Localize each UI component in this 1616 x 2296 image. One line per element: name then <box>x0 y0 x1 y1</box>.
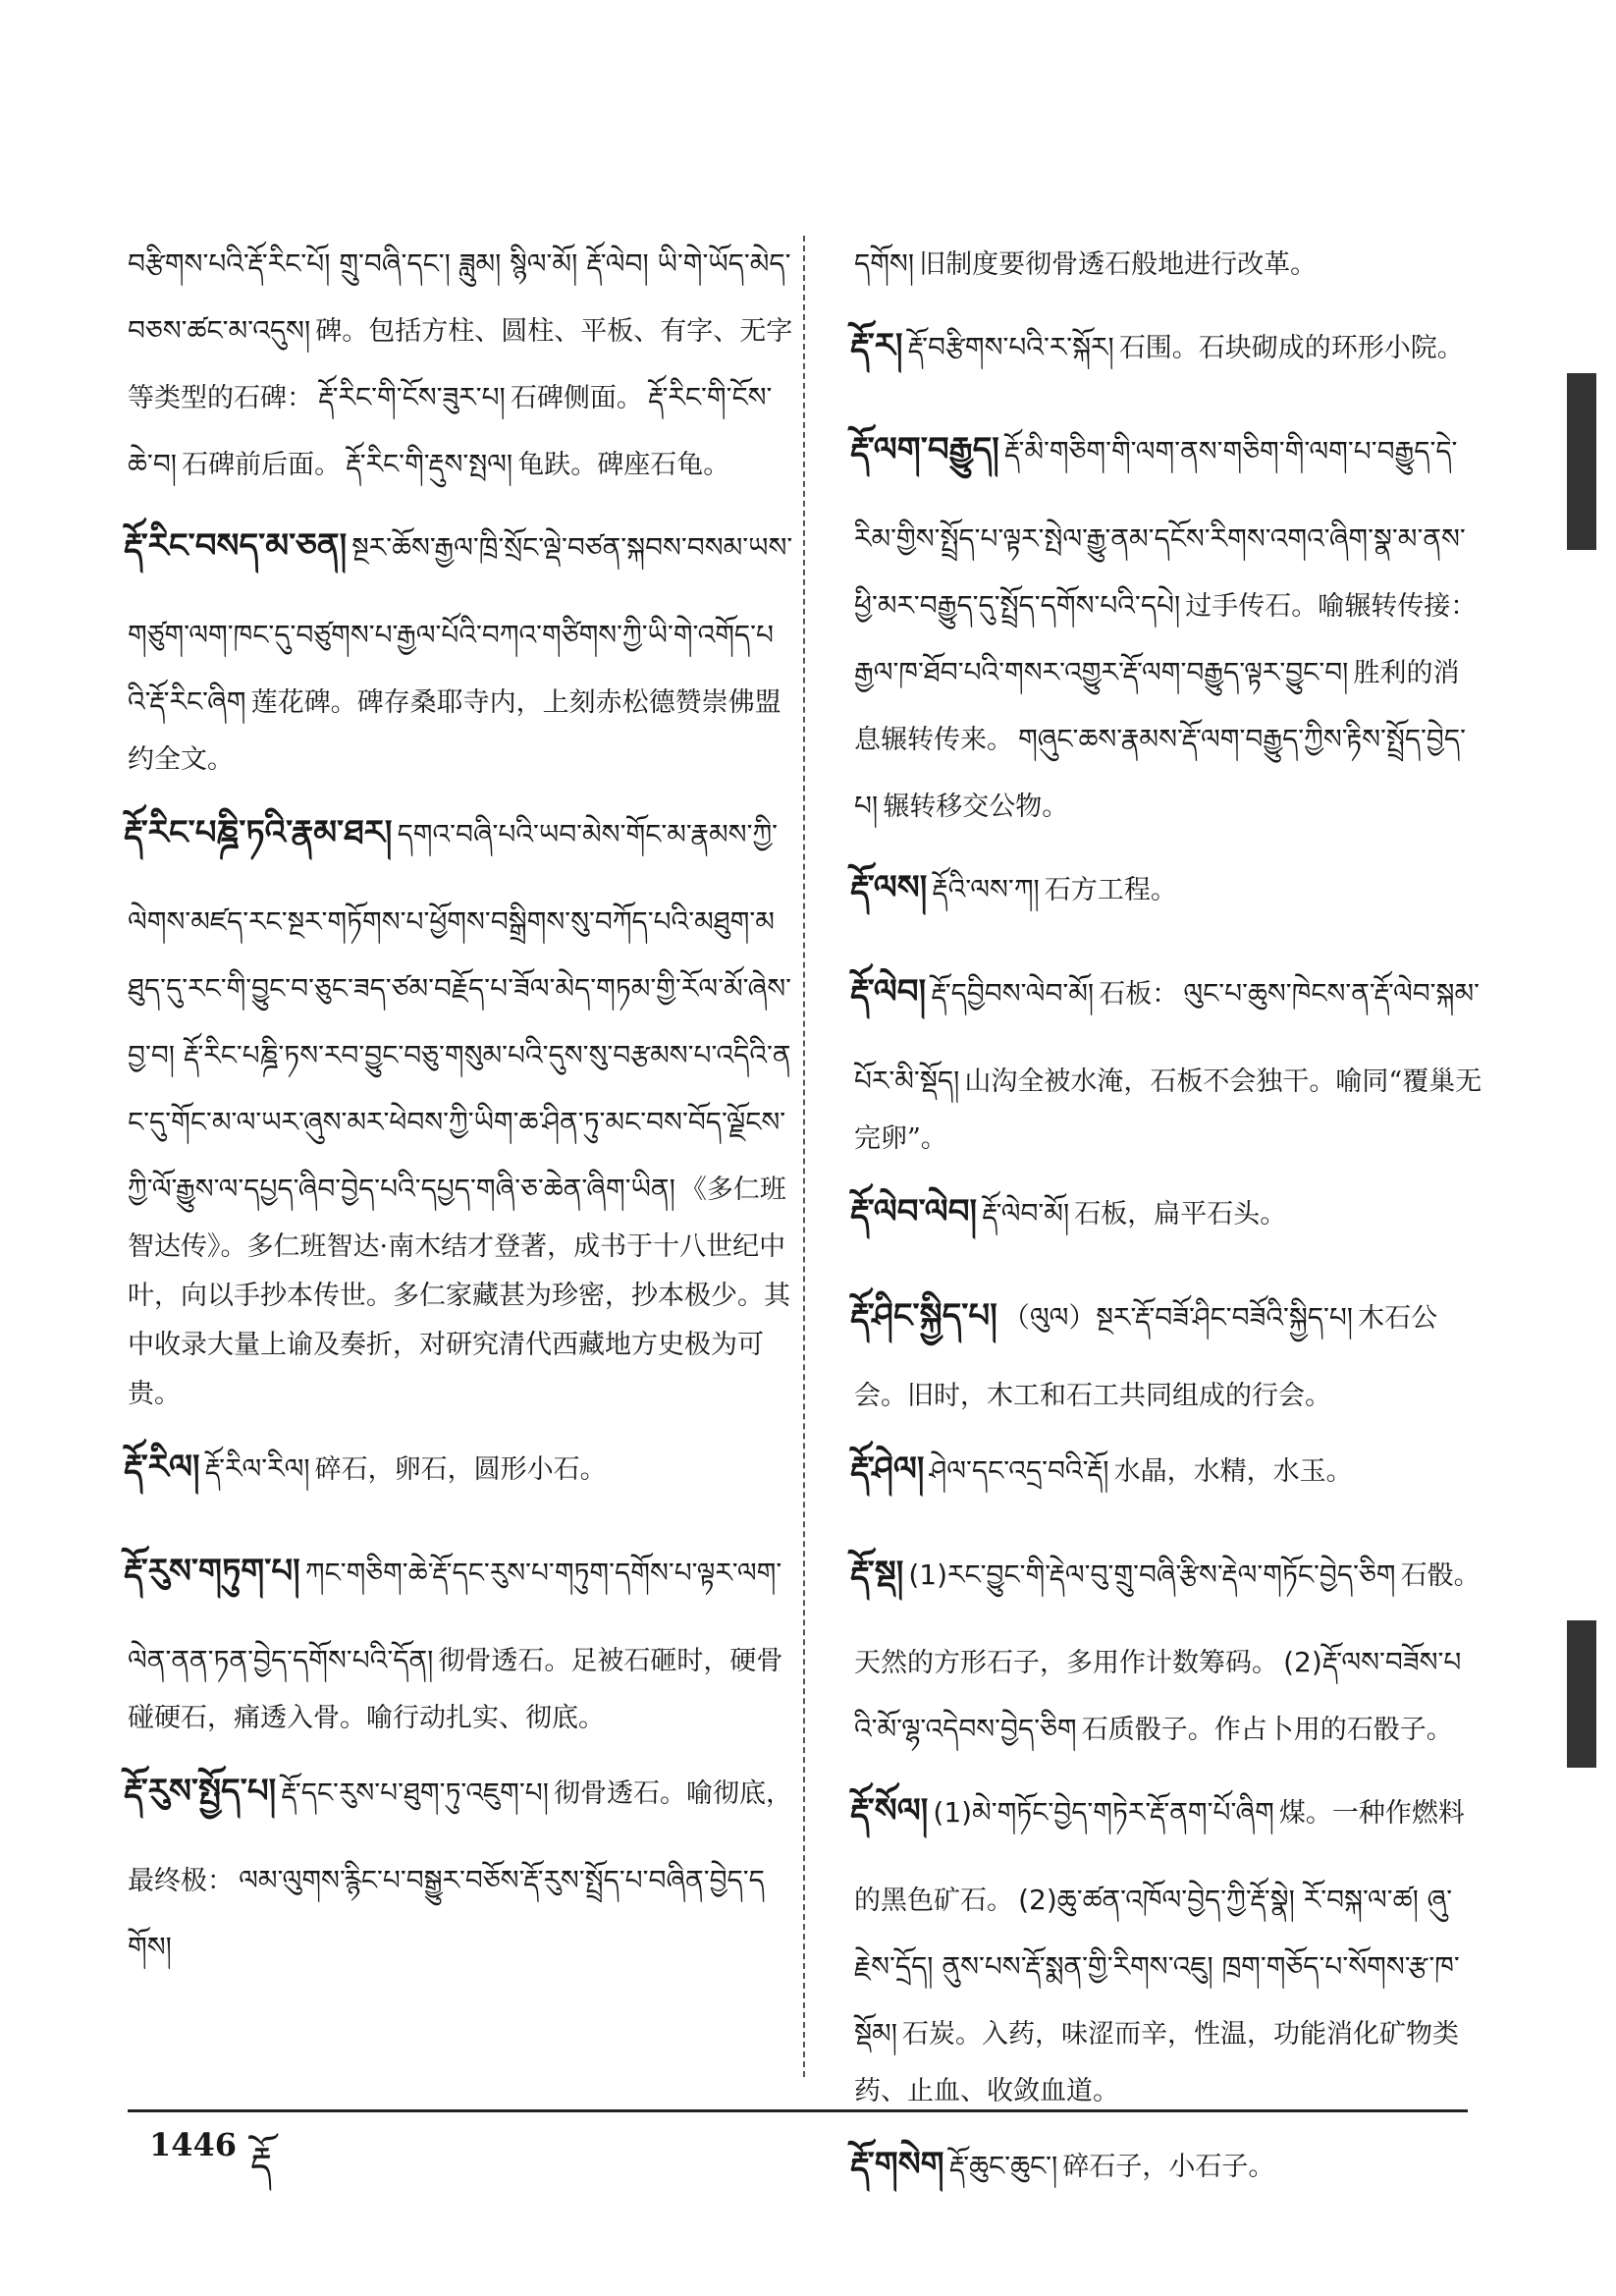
scan-mark <box>1567 373 1596 550</box>
column-divider <box>803 236 807 2077</box>
definition-tibetan: སྔར་ཆོས་རྒྱལ་ཁྲི་སྲོང་ལྡེ་བཙན་སྐབས་བསམ་ཡས་གཙུག་ལག་ཁང་དུ་བཙུགས་པ་རྒྱལ་པོའི་བཀའ་གཙིགས་ཀྱི་ཡི་གེ་འགོད་པའི་རྡོ་རིང་ཞིག <box>128 531 793 718</box>
definition-chinese: 彻骨透石。喻彻底，最终极： <box>128 1778 793 1896</box>
definition-tibetan: རྡོ་བརྩིགས་པའི་ར་སྐོར། <box>907 331 1114 363</box>
entry <box>124 1533 795 1743</box>
scan-mark <box>1567 1620 1596 1768</box>
page-header-letter: རྡོ <box>250 2139 273 2182</box>
headword: རྡོ་གསེག <box>850 2145 944 2184</box>
example-tibetan: ལམ་ལུགས་རྙིང་པ་བསྒྱུར་བཅོས་རྡོ་རུས་སྤྲོད་པ་བཞིན་བྱེད་དགོས། <box>128 1864 765 1963</box>
definition-chinese: 过手传石。喻辗转传接： <box>1185 591 1478 622</box>
example-tibetan: རྒྱལ་ཁ་ཐོབ་པའི་གསར་འགྱུར་རྡོ་ལག་བརྒྱུད་ལྟར་བྱུང་བ། <box>854 656 1349 688</box>
headword: རྡོ་ལག་བརྒྱུད། <box>850 430 999 469</box>
definition-chinese: 石骰。天然的方形石子，多用作计数筹码。 <box>854 1560 1481 1678</box>
definition-tibetan: བརྩིགས་པའི་རྡོ་རིང་པོ། གྲུ་བཞི་དང་། ཟླུམ། སྙིལ་མོ། རྡོ་ལེབ། ཡི་གེ་ཡོད་མེད་བཅས་ཚང་མ་འདུས། <box>128 247 791 347</box>
headword: རྡོ་ལེབ། <box>850 972 927 1011</box>
definition-tibetan: （ལུལ）སྔར་རྡོ་བཟོ་ཤིང་བཟོའི་སྐྱིད་པ། <box>1001 1301 1354 1334</box>
definition-chinese: 石板： <box>1099 979 1179 1010</box>
example-chinese: 辗转移交公物。 <box>883 792 1069 822</box>
entry <box>850 411 1482 840</box>
entry <box>850 2126 1482 2220</box>
definition-tibetan: རྡོ་མི་གཅིག་གི་ལག་ནས་གཅིག་གི་ལག་པ་བརྒྱུད་དེ་རིམ་གྱིས་སྤྲོད་པ་ལྟར་སྤེལ་རྒྱུ་ནམ་དངོས་རིགས་འགའ་ཞིག་སྣ་མ་ནས་ཕྱི་མར་བརྒྱུད་དུ་སྤྲོད་དགོས་པའི་དཔེ། <box>854 435 1466 622</box>
headword: རྡོ་རིང་བསད་མ་ཅན། <box>124 526 348 566</box>
example-tibetan: ལུང་པ་ཆུས་ཁེངས་ན་རྡོ་ལེབ་སྐམ་པོར་མི་སྡོད། <box>854 977 1480 1097</box>
entry <box>850 307 1482 402</box>
definition-tibetan: དགོས། <box>854 247 915 280</box>
headword: རྡོ་རིང་པཎྜི་ཏའི་རྣམ་ཐར། <box>124 813 393 852</box>
definition-chinese: 煤。一种作燃料的黑色矿石。 <box>854 1798 1465 1916</box>
definition-tibetan: (1)རང་བྱུང་གི་རྡེལ་བུ་གྲུ་བཞི་རྩིས་རྡེལ་གཏོང་བྱེད་ཅིག <box>908 1558 1396 1591</box>
example-tibetan: རྡོ་རིང་གི་ངོས་ཟུར་པ། <box>318 381 506 413</box>
definition-chinese: 碎石，卵石，圆形小石。 <box>314 1454 607 1485</box>
definition-tibetan: རྡོ་དང་རུས་པ་ཐུག་ཏུ་འཇུག་པ། <box>281 1777 549 1809</box>
entry <box>850 954 1482 1164</box>
definition-tibetan: རྡོ་ལེབ་མོ། <box>982 1197 1070 1230</box>
definition-tibetan: ཤེལ་དང་འདྲ་བའི་རྡོ། <box>929 1454 1109 1487</box>
headword: རྡོ་སྡ། <box>850 1554 904 1593</box>
definition-chinese: 石方工程。 <box>1044 875 1177 905</box>
entry <box>850 1278 1482 1421</box>
example-chinese: 石碑前后面。 <box>182 450 342 480</box>
entry <box>124 1753 795 1981</box>
definition-chinese: 彻骨透石。足被石砸时，硬骨碰硬石，痛透入骨。喻行动扎实、彻底。 <box>128 1646 783 1733</box>
definition-chinese: 石围。石块砌成的环形小院。 <box>1118 333 1464 363</box>
page-number: 1446 <box>149 2126 238 2163</box>
right-column <box>850 231 1482 2230</box>
entry <box>124 1429 795 1523</box>
example-chinese: 石质骰子。作占卜用的石骰子。 <box>1081 1715 1453 1745</box>
example-tibetan: རྡོ་རིང་གི་ངོས་ཆེ་བ། <box>128 381 773 480</box>
example-tibetan: (2)རྡོ་ལས་བཟོས་པའི་མོ་ལྷ་འདེབས་བྱེད་ཅིག <box>854 1646 1462 1745</box>
definition-chinese: 莲花碑。碑存桑耶寺内，上刻赤松德赞崇佛盟约全文。 <box>128 687 781 775</box>
definition-chinese: 碑。包括方柱、圆柱、平板、有字、无字等类型的石碑： <box>128 316 793 413</box>
example-tibetan: རྡོ་རིང་གི་རྡུས་སྤལ། <box>346 448 513 480</box>
headword: རྡོ་ལེབ་ལེབ། <box>850 1192 978 1231</box>
entry <box>124 508 795 785</box>
definition-tibetan: རྡོ་རིལ་རིལ། <box>204 1452 310 1485</box>
example-tibetan: གཞུང་ཆས་རྣམས་རྡོ་ལག་བརྒྱུད་ཀྱིས་རྟིས་སྤྲོད་བྱེད་པ། <box>854 723 1466 822</box>
entry <box>850 1535 1482 1763</box>
definition-chinese: 水晶，水精，水玉。 <box>1113 1456 1353 1487</box>
headword: རྡོ་རིལ། <box>124 1448 200 1487</box>
definition-tibetan: རྡོ་དབྱིབས་ལེབ་མོ། <box>931 977 1095 1010</box>
entry <box>854 231 1482 298</box>
entry <box>850 849 1482 944</box>
footer-rule <box>128 2109 1468 2112</box>
example-chinese: 山沟全被水淹，石板不会独干。喻同“覆巢无完卵”。 <box>854 1066 1482 1154</box>
entry <box>128 231 795 498</box>
entry <box>124 794 795 1419</box>
headword: རྡོ་ར། <box>850 326 903 365</box>
definition-tibetan: ཀང་གཅིག་ཆེ་རྡོ་དང་རུས་པ་གཏུག་དགོས་པ་ལྟར་ལག་ལེན་ནན་ཏན་བྱེད་དགོས་པའི་དོན། <box>128 1557 782 1676</box>
headword: རྡོ་ལས། <box>850 868 928 907</box>
example-chinese: 石炭。入药，味涩而辛，性温，功能消化矿物类药、止血、收敛血道。 <box>854 2019 1460 2106</box>
definition-tibetan: དགའ་བཞི་པའི་ཡབ་མེས་གོང་མ་རྣམས་ཀྱི་ལེགས་མཛད་རང་སྔར་གཏོགས་པ་ཕྱོགས་བསྒྲིགས་སུ་བཀོད་པའི་མཐུག་མཐུད་དུ་རང་གི་བྱུང་བ་ཅུང་ཟད་ཙམ་བརྗོད་པ་ཟོལ་མེད་གཏམ་གྱི་རོལ་མོ་ཞེས་བྱ་བ། རྡོ་རིང་པཎྜི་ཏས་རབ་བྱུང་བཅུ་གསུམ་པའི་དུས་སུ་བརྩམས་པ་འདིའི་ནང་དུ་གོང་མ་ལ་ཡར་ཞུས་མར་ཕེབས་ཀྱི་ཡིག་ཆ་ཤིན་ཏུ་མང་བས་བོད་ལྗོངས་ཀྱི་ལོ་རྒྱུས་ལ་དཔྱད་ཞིབ་བྱེད་པའི་དཔྱད་གཞི་ཅ་ཆེན་ཞིག་ཡིན། <box>128 818 792 1205</box>
definition-tibetan: (1)མེ་གཏོང་བྱེད་གཏེར་རྡོ་ནག་པོ་ཞིག <box>933 1796 1274 1829</box>
example-chinese: 石碑侧面。 <box>510 383 643 413</box>
left-column <box>124 231 795 1991</box>
definition-tibetan: རྡོ་ཆུང་ཆུང་། <box>948 2150 1058 2182</box>
scan-edge-marks <box>1561 39 1596 2259</box>
headword: རྡོ་ཤིང་སྐྱིད་པ། <box>850 1296 997 1336</box>
headword: རྡོ་རུས་སྤྱོད་པ། <box>124 1772 277 1811</box>
example-chinese: 胜利的消息辗转传来。 <box>854 658 1460 755</box>
definition-chinese: 木石公会。旧时，木工和石工共同组成的行会。 <box>854 1303 1438 1411</box>
definition-chinese: 旧制度要彻骨透石般地进行改革。 <box>919 249 1318 280</box>
entry <box>850 1773 1482 2116</box>
definition-chinese: 碎石子，小石子。 <box>1062 2152 1275 2182</box>
entry <box>850 1431 1482 1525</box>
entry <box>850 1174 1482 1268</box>
definition-tibetan: རྡོའི་ལས་ཀ། <box>932 873 1040 905</box>
example-tibetan: (2)ཆུ་ཚན་འཁོལ་བྱེད་ཀྱི་རྡོ་སྣེ། རོ་བསྐ་ལ་ཚ། ཞུ་རྗེས་དྲོད། ནུས་པས་རྡོ་སྨན་གྱི་རིགས་འཇུ། ཁྲག་གཅོད་པ་སོགས་རྩ་ཁ་སྡོམ། <box>854 1884 1460 2050</box>
definition-chinese: 《多仁班智达传》。多仁班智达·南木结才登著，成书于十八世纪中叶，向以手抄本传世。多仁家藏甚为珍密，抄本极少。其中收录大量上谕及奏折，对研究清代西藏地方史极为可贵。 <box>128 1175 790 1409</box>
example-chinese: 龟趺。碑座石龟。 <box>517 450 730 480</box>
definition-chinese: 石板，扁平石头。 <box>1074 1199 1287 1230</box>
headword: རྡོ་རུས་གཏུག་པ། <box>124 1552 300 1591</box>
headword: རྡོ་ཤེལ། <box>850 1449 925 1489</box>
headword: རྡོ་སོལ། <box>850 1791 929 1831</box>
